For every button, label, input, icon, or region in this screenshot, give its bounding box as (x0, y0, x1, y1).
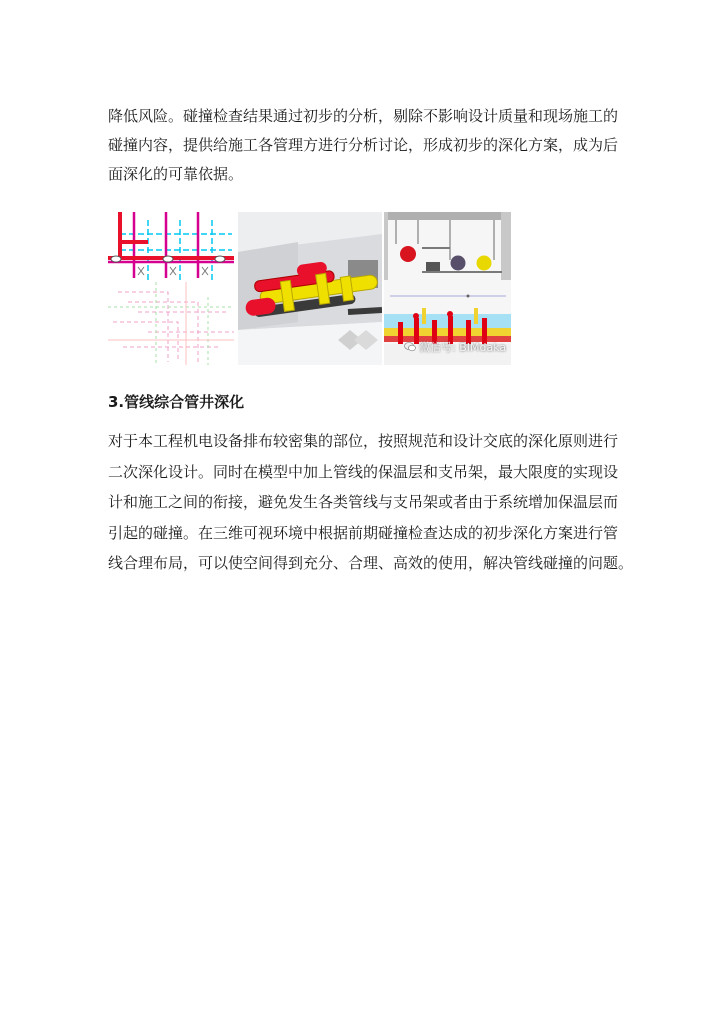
pipe-plan-drawing (108, 212, 234, 365)
pipe-3d-model (238, 212, 382, 365)
paragraph-line: 面深化的可靠依据。 (108, 165, 244, 183)
paragraph-line: 线合理布局，可以使空间得到充分、合理、高效的使用，解决管线碰撞的问题。 (108, 554, 634, 572)
paragraph-1 (108, 102, 624, 189)
watermark (404, 339, 506, 355)
watermark-text: 微信号: BIMdaka (419, 341, 507, 354)
paragraph-line: 降低风险。碰撞检查结果通过初步的分析，剔除不影响设计质量和现场施工的 (108, 107, 619, 125)
section-heading: 3.管线综合管井深化 (108, 393, 245, 411)
paragraph-line: 碰撞内容，提供给施工各管理方进行分析讨论，形成初步的深化方案，成为后 (108, 136, 619, 154)
paragraph-line: 计和施工之间的衔接，避免发生各类管线与支吊架或者由于系统增加保温层而 (108, 493, 619, 511)
paragraph-line: 二次深化设计。同时在模型中加上管线的保温层和支吊架，最大限度的实现设 (108, 462, 619, 481)
wechat-icon (404, 342, 416, 352)
paragraph-line: 对于本工程机电设备排布较密集的部位，按照规范和设计交底的深化原则进行 (108, 432, 619, 450)
paragraph-line: 引起的碰撞。在三维可视环境中根据前期碰撞检查达成的初步深化方案进行管 (108, 523, 619, 542)
paragraph-2 (108, 426, 634, 579)
